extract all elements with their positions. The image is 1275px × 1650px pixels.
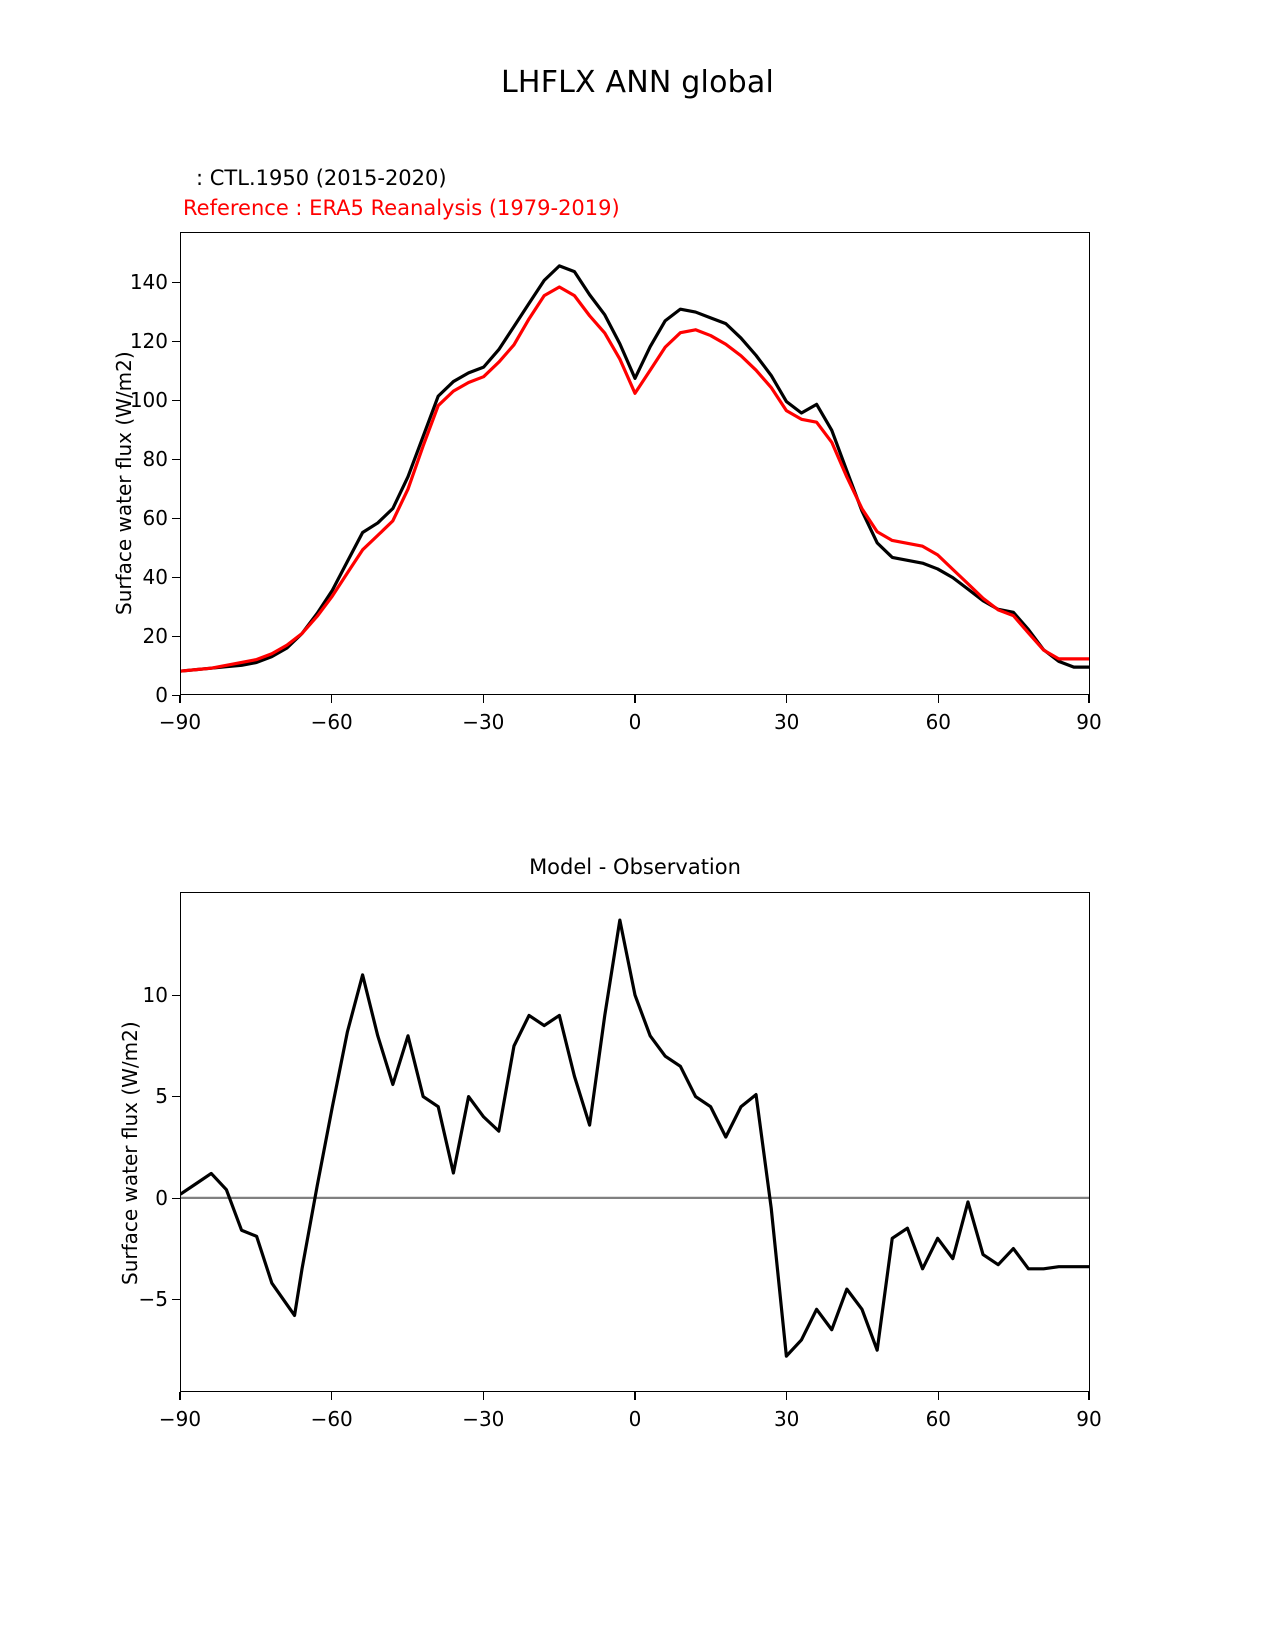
series-line-difference <box>181 920 1089 1356</box>
panel-title-bottom: Model - Observation <box>529 855 741 879</box>
x-tick-top-30: 30 <box>773 710 800 734</box>
y-tick-top-140: 140 <box>129 270 168 294</box>
page-title: LHFLX ANN global <box>501 65 774 100</box>
x-tick-bottom-m90: −90 <box>158 1407 202 1431</box>
x-tickmark-bottom <box>1088 1392 1090 1400</box>
y-tickmark-top <box>172 577 180 579</box>
y-tick-bottom-5: 5 <box>155 1084 168 1108</box>
x-tick-bottom-m30: −30 <box>462 1407 505 1431</box>
y-tickmark-top <box>172 636 180 638</box>
series-line-model <box>181 266 1089 671</box>
x-tick-top-0: 0 <box>628 710 642 734</box>
chart-panel-bottom <box>0 845 1275 1431</box>
x-tick-top-m90: −90 <box>158 710 202 734</box>
x-tickmark-bottom <box>634 1392 636 1400</box>
x-tick-bottom-0: 0 <box>628 1407 642 1431</box>
x-tickmark-top <box>331 695 333 703</box>
y-tick-top-0: 0 <box>155 683 168 707</box>
y-tick-bottom-m5: −5 <box>138 1287 168 1311</box>
x-tick-bottom-m60: −60 <box>310 1407 353 1431</box>
legend-reference-entry: Reference : ERA5 Reanalysis (1979-2019) <box>183 196 620 220</box>
y-tick-top-80: 80 <box>142 447 168 471</box>
plot-area-top <box>180 232 1090 695</box>
x-tickmark-top <box>634 695 636 703</box>
chart-panel-top <box>0 215 1275 755</box>
series-canvas-top <box>181 233 1089 694</box>
x-tickmark-top <box>786 695 788 703</box>
series-canvas-bottom <box>181 893 1089 1391</box>
y-tickmark-top <box>172 400 180 402</box>
x-tick-bottom-60: 60 <box>925 1407 952 1431</box>
x-tickmark-bottom <box>331 1392 333 1400</box>
y-tick-top-100: 100 <box>129 388 168 412</box>
y-tick-bottom-0: 0 <box>155 1186 168 1210</box>
y-tick-top-40: 40 <box>142 565 168 589</box>
y-tickmark-top <box>172 518 180 520</box>
x-tickmark-bottom <box>786 1392 788 1400</box>
y-tickmark-bottom <box>172 1096 180 1098</box>
y-tick-top-120: 120 <box>129 329 168 353</box>
x-tick-bottom-90: 90 <box>1076 1407 1102 1431</box>
y-tickmark-bottom <box>172 995 180 997</box>
y-tickmark-top <box>172 341 180 343</box>
legend <box>183 163 620 223</box>
y-tick-top-60: 60 <box>142 506 168 530</box>
x-tick-top-90: 90 <box>1076 710 1102 734</box>
x-tick-top-60: 60 <box>925 710 952 734</box>
x-tickmark-top <box>1088 695 1090 703</box>
y-tickmark-bottom <box>172 1299 180 1301</box>
x-tick-top-m60: −60 <box>310 710 353 734</box>
legend-model-entry: : CTL.1950 (2015-2020) <box>196 166 447 190</box>
x-tickmark-top <box>483 695 485 703</box>
x-tickmark-top <box>938 695 940 703</box>
x-tickmark-bottom <box>938 1392 940 1400</box>
y-tickmark-bottom <box>172 1198 180 1200</box>
y-tickmark-top <box>172 282 180 284</box>
x-tick-bottom-30: 30 <box>773 1407 800 1431</box>
x-tickmark-top <box>179 695 181 703</box>
y-tick-top-20: 20 <box>142 624 168 648</box>
x-tick-top-m30: −30 <box>462 710 505 734</box>
y-axis-label-bottom: Surface water flux (W/m2) <box>118 1021 142 1285</box>
x-tickmark-bottom <box>179 1392 181 1400</box>
plot-area-bottom <box>180 892 1090 1392</box>
x-tickmark-bottom <box>483 1392 485 1400</box>
y-axis-label-top: Surface water flux (W/m2) <box>112 351 136 615</box>
y-tick-bottom-10: 10 <box>142 983 168 1007</box>
y-tickmark-top <box>172 459 180 461</box>
